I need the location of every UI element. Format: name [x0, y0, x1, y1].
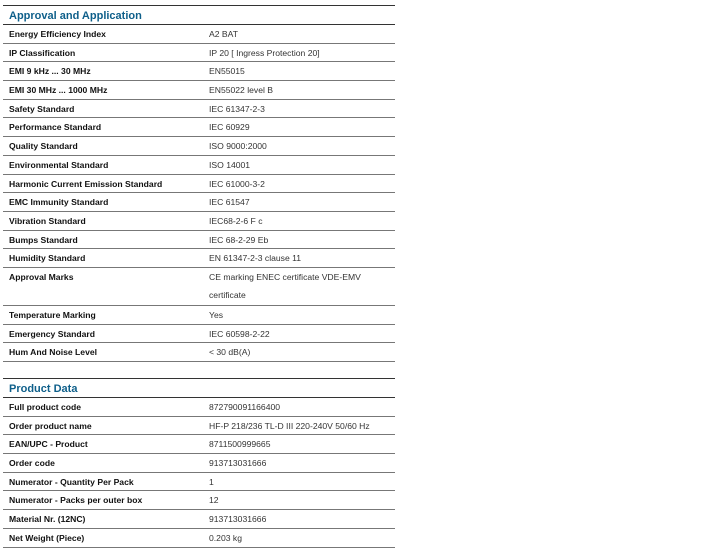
product-table [3, 398, 395, 548]
row-label: Net Weight (Piece) [9, 532, 85, 543]
row-label: Emergency Standard [9, 328, 95, 339]
table-row [3, 156, 395, 175]
row-value: IEC 61547 [209, 197, 250, 208]
row-label: Approval Marks [9, 271, 74, 282]
row-value: A2 BAT [209, 29, 238, 39]
table-row [3, 81, 395, 100]
row-value: ISO 9000:2000 [209, 141, 267, 152]
row-label: Vibration Standard [9, 215, 86, 226]
row-label: Numerator - Packs per outer box [9, 495, 143, 506]
row-value: Yes [209, 309, 224, 320]
row-value: 12 [209, 495, 219, 506]
table-row [3, 231, 395, 250]
table-row [3, 510, 395, 529]
table-row [3, 473, 395, 492]
table-row [3, 435, 395, 454]
row-value: IP 20 [ Ingress Protection 20] [209, 47, 320, 58]
row-value: EN55015 [209, 66, 245, 77]
row-label: Order code [9, 458, 55, 469]
row-label: Safety Standard [9, 103, 75, 114]
row-label: Humidity Standard [9, 253, 86, 264]
table-row [3, 212, 395, 231]
approval-section-title: Approval and Application [3, 5, 395, 25]
row-label: Performance Standard [9, 122, 102, 133]
row-label: IP Classification [9, 47, 76, 58]
table-row [3, 529, 395, 548]
table-row [3, 268, 395, 306]
table-row [3, 417, 395, 436]
row-label: Bumps Standard [9, 234, 78, 245]
row-label: Full product code [9, 402, 82, 412]
row-value: IEC 60598-2-22 [209, 328, 270, 339]
table-row [3, 100, 395, 119]
row-value: EN55022 level B [209, 85, 274, 96]
row-value: 1 [209, 476, 214, 487]
row-value: 8711500999665 [209, 439, 271, 450]
row-label: Harmonic Current Emission Standard [9, 178, 163, 189]
table-row [3, 44, 395, 63]
row-label: EAN/UPC - Product [9, 439, 88, 450]
product-section-title: Product Data [3, 378, 395, 398]
table-row [3, 25, 395, 44]
row-value: CE marking ENEC certificate VDE-EMV certificate [209, 271, 361, 301]
row-label: EMI 30 MHz ... 1000 MHz [9, 85, 108, 96]
table-row [3, 62, 395, 81]
table-row [3, 343, 395, 362]
table-row [3, 118, 395, 137]
table-row [3, 249, 395, 268]
row-value: 913713031666 [209, 514, 267, 525]
row-value: EN 61347-2-3 clause 11 [209, 253, 302, 264]
row-value: IEC 61347-2-3 [209, 103, 265, 114]
table-row [3, 137, 395, 156]
row-value: < 30 dB(A) [209, 347, 251, 358]
approval-table [3, 25, 395, 362]
row-value: 913713031666 [209, 458, 267, 469]
row-value: 0.203 kg [209, 532, 242, 543]
row-label: Order product name [9, 420, 92, 431]
table-row [3, 306, 395, 325]
row-value: IEC 60929 [209, 122, 250, 133]
row-value: 872790091166400 [209, 402, 281, 412]
approval-section [3, 5, 395, 362]
row-label: EMI 9 kHz ... 30 MHz [9, 66, 91, 77]
row-label: Material Nr. (12NC) [9, 514, 86, 525]
table-row [3, 193, 395, 212]
table-row [3, 454, 395, 473]
row-label: Temperature Marking [9, 309, 96, 320]
row-value: IEC 61000-3-2 [209, 178, 265, 189]
table-row [3, 491, 395, 510]
table-row [3, 398, 395, 417]
row-label: Energy Efficiency Index [9, 29, 106, 39]
row-label: Hum And Noise Level [9, 347, 98, 358]
row-value: IEC 68-2-29 Eb [209, 234, 269, 245]
row-label: Numerator - Quantity Per Pack [9, 476, 134, 487]
row-label: Quality Standard [9, 141, 78, 152]
row-label: EMC Immunity Standard [9, 197, 109, 208]
table-row [3, 325, 395, 344]
row-label: Environmental Standard [9, 159, 109, 170]
row-value: HF-P 218/236 TL-D III 220-240V 50/60 Hz [209, 420, 370, 431]
product-section [3, 378, 395, 548]
row-value: ISO 14001 [209, 159, 251, 170]
row-value: IEC68-2-6 F c [209, 215, 263, 226]
table-row [3, 175, 395, 194]
